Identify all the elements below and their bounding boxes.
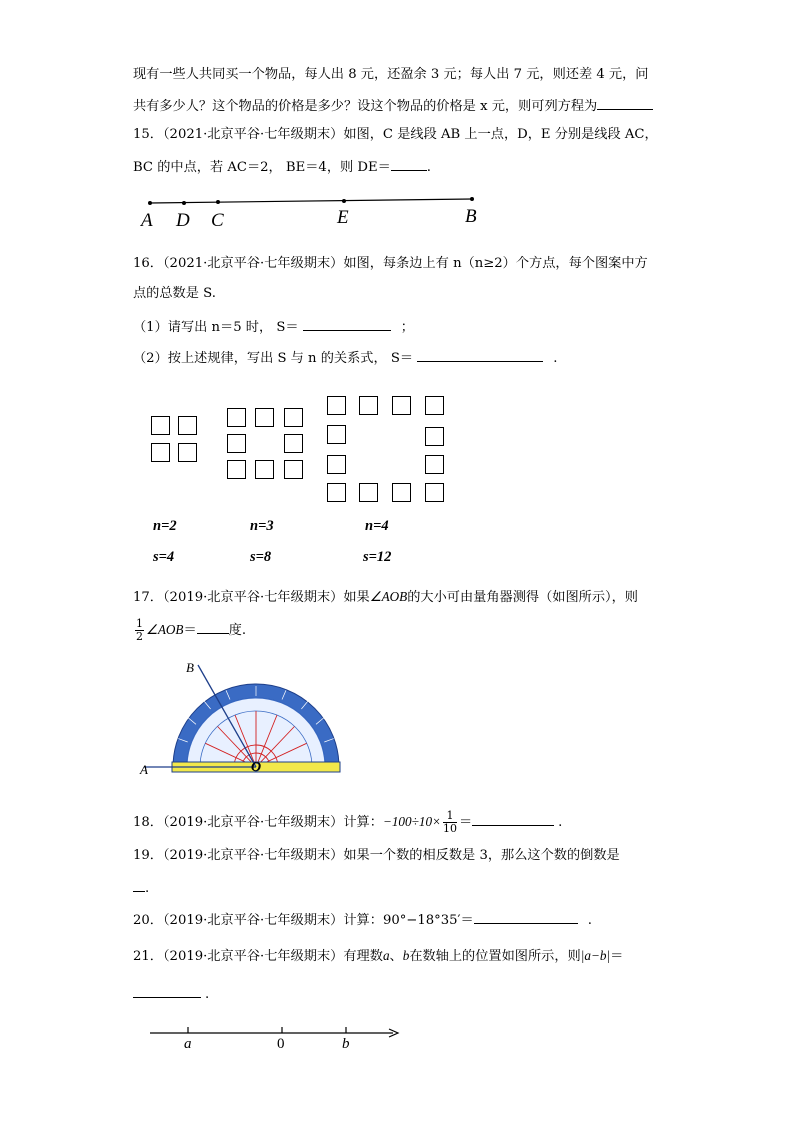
q16-part1-blank[interactable] bbox=[303, 316, 391, 331]
q21-abs-expr: |a−b| bbox=[580, 948, 611, 963]
q16-label-s4: s=4 bbox=[153, 549, 175, 565]
square bbox=[284, 434, 303, 453]
q21-line2 bbox=[133, 983, 209, 1005]
q21-var-a: a bbox=[382, 948, 390, 963]
q16-label-s8: s=8 bbox=[250, 549, 272, 565]
q15-point-e bbox=[342, 199, 346, 203]
q19-period: . bbox=[145, 881, 150, 896]
q16-part2-end: . bbox=[553, 351, 558, 366]
q15-period: . bbox=[426, 160, 431, 175]
q17-text-a: 17．（2019·北京平谷·七年级期末）如果 bbox=[133, 590, 370, 605]
q17-frac-num: 1 bbox=[136, 617, 143, 630]
q17-line1 bbox=[133, 587, 638, 608]
q16-part2-text: （2）按上述规律，写出 S 与 n 的关系式， S＝ bbox=[133, 351, 418, 366]
q16-part1-end: ； bbox=[400, 320, 414, 335]
square bbox=[327, 396, 346, 415]
q20-period: . bbox=[587, 913, 592, 928]
q16-label-n4: n=4 bbox=[365, 518, 389, 534]
q16-line1: 16．（2021·北京平谷·七年级期末）如图，每条边上有 n（n≥2）个方点，每个图案中方 bbox=[133, 256, 648, 271]
q18-line bbox=[133, 810, 562, 835]
q19-line2 bbox=[133, 877, 149, 899]
q20-expr: 90°−18°35′＝ bbox=[382, 913, 474, 928]
q18-expr: −100÷10× bbox=[382, 814, 441, 829]
q15-label-c: C bbox=[211, 210, 224, 231]
q20-answer-blank[interactable] bbox=[474, 909, 578, 924]
q15-point-a bbox=[148, 201, 152, 205]
q14-line1: 现有一些人共同买一个物品，每人出 8 元，还盈余 3 元；每人出 7 元，则还差 4 元，问 bbox=[133, 67, 649, 82]
q17-unit: 度. bbox=[228, 623, 247, 638]
q18-frac-num: 1 bbox=[443, 810, 457, 823]
q21-sep: 、 bbox=[389, 949, 403, 964]
square bbox=[255, 408, 274, 427]
square bbox=[284, 408, 303, 427]
q17-protractor-figure bbox=[130, 655, 350, 785]
q15-line1: 15．（2021·北京平谷·七年级期末）如图，C 是线段 AB 上一点，D，E 分别是线段 AC， bbox=[133, 127, 658, 142]
square bbox=[392, 483, 411, 502]
q15-point-b bbox=[470, 197, 474, 201]
q21-axis-label-zero: 0 bbox=[277, 1036, 285, 1052]
square bbox=[327, 483, 346, 502]
q16-line2: 点的总数是 S. bbox=[133, 286, 216, 301]
q16-label-n3: n=3 bbox=[250, 518, 274, 534]
q17-answer-blank[interactable] bbox=[197, 619, 229, 634]
q19-answer-blank[interactable] bbox=[133, 877, 145, 892]
q21-var-b: b bbox=[402, 948, 410, 963]
square bbox=[151, 416, 170, 435]
square bbox=[255, 460, 274, 479]
square bbox=[327, 455, 346, 474]
q21-line1 bbox=[133, 946, 623, 967]
q21-answer-blank[interactable] bbox=[133, 983, 201, 998]
q17-angle: ∠AOB bbox=[369, 589, 408, 604]
square bbox=[327, 425, 346, 444]
square bbox=[392, 396, 411, 415]
q17-line2 bbox=[133, 618, 246, 643]
q18-text: 18．（2019·北京平谷·七年级期末）计算： bbox=[133, 815, 383, 830]
q17-frac-den: 2 bbox=[136, 630, 143, 643]
q21-text-a: 21．（2019·北京平谷·七年级期末）有理数 bbox=[133, 949, 383, 964]
square bbox=[425, 427, 444, 446]
q17-equals: ＝ bbox=[183, 623, 197, 638]
q21-number-line bbox=[140, 1020, 410, 1060]
square bbox=[425, 396, 444, 415]
q15-label-d: D bbox=[176, 210, 190, 231]
square bbox=[227, 408, 246, 427]
q18-fraction bbox=[443, 810, 457, 835]
q18-answer-blank[interactable] bbox=[472, 811, 554, 826]
q17-label-o: O bbox=[251, 760, 262, 775]
square bbox=[178, 443, 197, 462]
q15-point-d bbox=[182, 201, 186, 205]
q16-part2 bbox=[133, 347, 558, 369]
q15-segment-line bbox=[150, 199, 472, 203]
q18-equals: ＝ bbox=[458, 815, 473, 830]
q15-line2-text: BC 的中点，若 AC＝2， BE＝4，则 DE＝ bbox=[133, 160, 391, 175]
q20-line bbox=[133, 909, 592, 931]
q15-segment-figure bbox=[0, 0, 794, 240]
q17-text-b: 的大小可由量角器测得（如图所示），则 bbox=[407, 590, 638, 605]
q15-label-e: E bbox=[337, 207, 349, 228]
q20-text: 20．（2019·北京平谷·七年级期末）计算： bbox=[133, 913, 383, 928]
square bbox=[359, 396, 378, 415]
q21-axis-label-a: a bbox=[184, 1036, 192, 1052]
q21-text-b: 在数轴上的位置如图所示，则 bbox=[409, 949, 581, 964]
q15-label-a: A bbox=[141, 210, 153, 231]
q16-part2-blank[interactable] bbox=[417, 347, 543, 362]
q17-label-a: A bbox=[140, 762, 148, 777]
square bbox=[425, 483, 444, 502]
square bbox=[359, 483, 378, 502]
q21-equals: ＝ bbox=[610, 949, 624, 964]
q21-period: . bbox=[205, 987, 210, 1002]
q15-label-b: B bbox=[465, 206, 477, 227]
square bbox=[425, 455, 444, 474]
q17-angle2: ∠AOB bbox=[146, 622, 184, 637]
square bbox=[284, 460, 303, 479]
q14-line2-text: 共有多少人？这个物品的价格是多少？设这个物品的价格是 x 元，则可列方程为 bbox=[133, 99, 598, 114]
q16-label-n2: n=2 bbox=[153, 518, 177, 534]
q16-label-s12: s=12 bbox=[363, 549, 392, 565]
q19-line1: 19．（2019·北京平谷·七年级期末）如果一个数的相反数是 3，那么这个数的倒数是 bbox=[133, 848, 620, 863]
square bbox=[151, 443, 170, 462]
square bbox=[227, 434, 246, 453]
q16-part1 bbox=[133, 316, 414, 338]
square bbox=[227, 460, 246, 479]
q16-part1-text: （1）请写出 n＝5 时， S＝ bbox=[133, 320, 303, 335]
square bbox=[178, 416, 197, 435]
q21-axis-label-b: b bbox=[342, 1036, 350, 1052]
q18-period: . bbox=[558, 815, 563, 830]
q17-fraction bbox=[135, 618, 144, 643]
q18-frac-den: 10 bbox=[442, 822, 457, 835]
q15-point-c bbox=[216, 200, 220, 204]
q17-label-b: B bbox=[186, 660, 194, 675]
